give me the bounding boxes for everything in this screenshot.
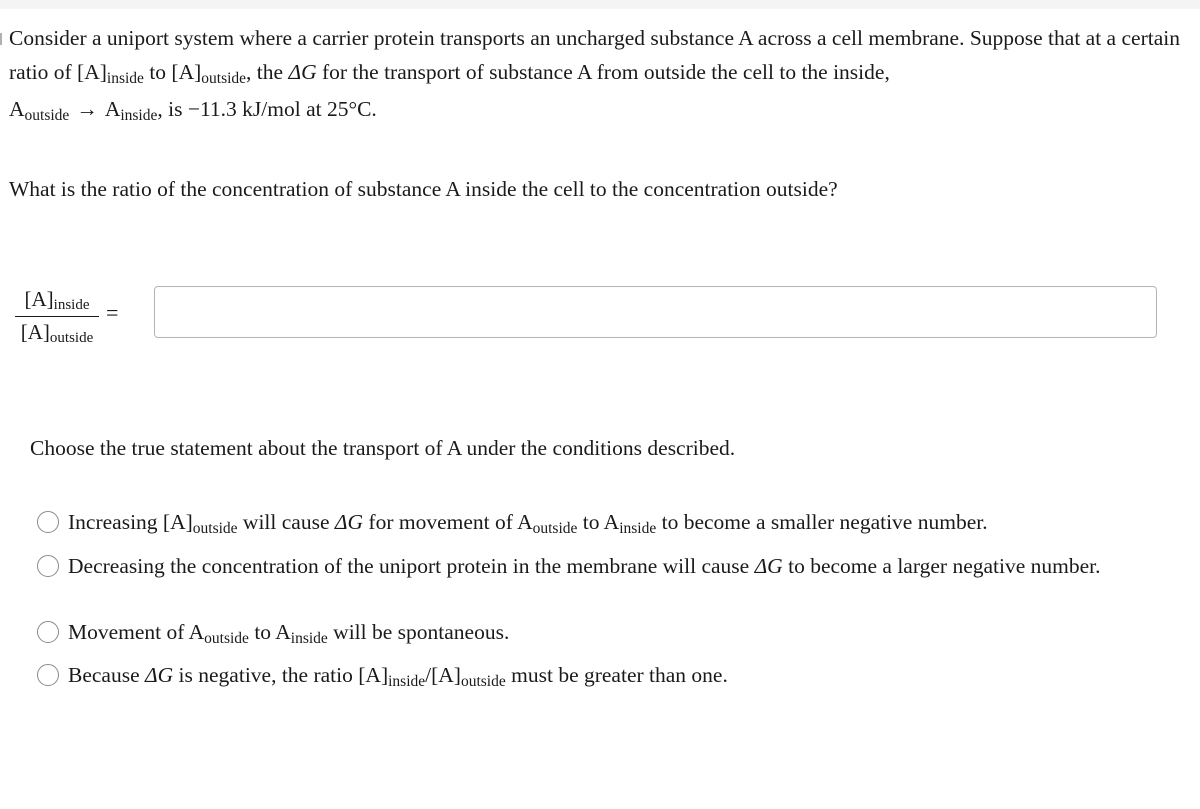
question-text: Consider a uniport system where a carrier protein transports an uncharged substance A across a cell membrane. Suppose that at a certain ratio of [A]inside to [A]outside, the ΔG for the transport of substance A from outside the cell to the inside, Aoutside → Ainside, is −11.3 kJ/mol at 25°C. (9, 26, 1180, 124)
top-strip (0, 0, 1200, 9)
ratio-answer-input[interactable] (154, 286, 1157, 338)
equals-sign: = (106, 300, 119, 325)
fraction-denominator: [A]outside (15, 316, 99, 349)
left-edge-marker (0, 33, 2, 45)
option-3-radio[interactable] (37, 621, 59, 643)
ratio-fraction (15, 285, 99, 349)
option-4-radio[interactable] (37, 664, 59, 686)
option-2-radio[interactable] (37, 555, 59, 577)
ratio-question: What is the ratio of the concentration of substance A inside the cell to the concentration outside? (9, 177, 838, 201)
option-3-label: Movement of Aoutside to Ainside will be spontaneous. (68, 620, 510, 647)
option-1-radio[interactable] (37, 511, 59, 533)
statement-prompt: Choose the true statement about the transport of A under the conditions described. (30, 436, 736, 460)
option-1-label: Increasing [A]outside will cause ΔG for movement of Aoutside to Ainside to become a smaller negative number. (68, 510, 988, 537)
option-2-label: Decreasing the concentration of the uniport protein in the membrane will cause ΔG to become a larger negative number. (68, 554, 1101, 578)
fraction-numerator: [A]inside (24, 287, 90, 313)
option-4-label: Because ΔG is negative, the ratio [A]inside/[A]outside must be greater than one. (68, 663, 728, 690)
